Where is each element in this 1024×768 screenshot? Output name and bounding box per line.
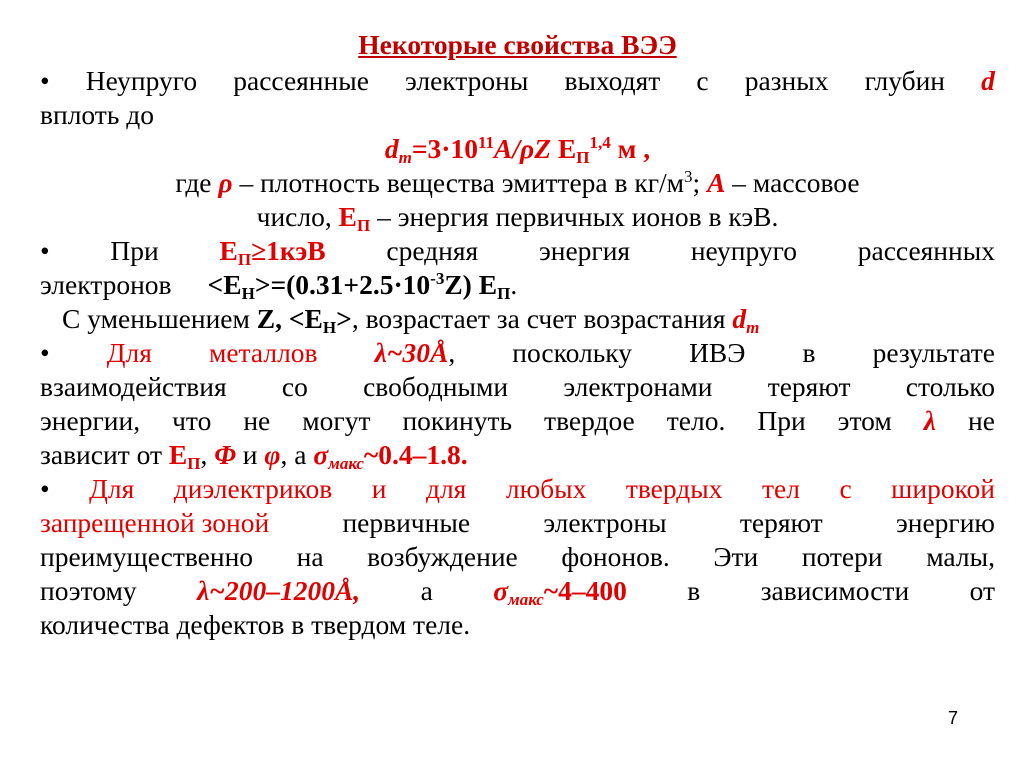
- word: выходят: [564, 65, 661, 96]
- word: При: [110, 235, 159, 266]
- word: что: [172, 405, 212, 436]
- bullet-marker: •: [40, 473, 50, 504]
- word: Для: [89, 473, 135, 504]
- where-text: где: [175, 167, 219, 198]
- A-symbol: A: [707, 167, 726, 198]
- formula-sub-P: П: [576, 148, 590, 168]
- cube-exp: 3: [684, 166, 693, 186]
- rho-symbol: ρ: [218, 167, 233, 198]
- word: электронов: [40, 269, 172, 300]
- comma: ,: [448, 337, 456, 368]
- word: электронами: [563, 371, 713, 402]
- word: свободными: [363, 371, 509, 402]
- formula-sub-m: m: [398, 148, 412, 168]
- phi-symbol: φ: [264, 439, 281, 470]
- EH-eq: >=(0.31+2.5·10: [254, 269, 431, 300]
- bullet1-line2: вплоть до: [40, 99, 154, 130]
- bullet3-line1: [40, 336, 995, 370]
- EH-Z: Z) E: [444, 269, 498, 300]
- sigma-range: ~0.4–1.8.: [363, 439, 468, 470]
- formula-unit: м ,: [610, 133, 651, 164]
- word: могут: [302, 405, 371, 436]
- bullet4-line3: [40, 540, 995, 574]
- word: взаимодействия: [40, 371, 227, 402]
- word: Для: [106, 337, 152, 368]
- exp-minus3: -3: [430, 268, 445, 288]
- word: диэлектриков: [173, 473, 333, 504]
- bullet3-line4: [40, 438, 995, 472]
- word: глубин: [864, 65, 946, 96]
- word: электроны: [405, 65, 529, 96]
- word: электроны: [543, 507, 667, 538]
- word: преимущественно: [40, 541, 254, 572]
- word: от: [969, 575, 995, 606]
- word: и: [371, 473, 387, 504]
- sub-P: П: [187, 454, 201, 474]
- bullet1-line1: [40, 64, 995, 98]
- sub-P: П: [237, 250, 252, 270]
- slide-content: [40, 28, 995, 642]
- lambda-value: λ~30Å: [374, 337, 449, 368]
- word: твердых: [625, 473, 723, 504]
- lambda-30: [375, 336, 456, 370]
- sub-maks: макс: [508, 590, 544, 610]
- bullet3-line3: [40, 404, 995, 438]
- EH-lt: <E: [207, 269, 242, 300]
- and: и: [235, 439, 265, 470]
- bullet-marker: •: [40, 65, 50, 96]
- word: Эти: [713, 541, 759, 572]
- word: теряют: [739, 507, 823, 538]
- sub-maks: макс: [328, 454, 364, 474]
- bullet2-line3: [40, 302, 995, 336]
- word: фононов.: [561, 541, 670, 572]
- Z-symbol: Z,: [256, 303, 289, 334]
- bullet4-line1: [40, 472, 995, 506]
- formula-ArhoZ: A/ρZ: [494, 133, 551, 164]
- formula-exp14: 1,4: [589, 132, 611, 152]
- word: с: [696, 65, 709, 96]
- lambda-range: λ~200–1200Å,: [197, 575, 361, 606]
- word: энергию: [895, 507, 995, 538]
- bullet2-line2: [40, 268, 995, 302]
- word: возбуждение: [367, 541, 518, 572]
- word: рассеянных: [857, 235, 995, 266]
- word: зависимости: [760, 575, 910, 606]
- sigma-symbol: σ: [493, 575, 509, 606]
- word: для: [425, 473, 467, 504]
- EH-gt: >: [336, 303, 352, 334]
- where-line1: [40, 166, 995, 200]
- bullet-marker: •: [40, 235, 50, 266]
- word: столько: [905, 371, 995, 402]
- word: Неупруго: [85, 65, 198, 96]
- bullet4-line5: количества дефектов в твердом теле.: [40, 609, 471, 640]
- sub-P: П: [356, 216, 371, 236]
- E-ge-1keV: [219, 234, 325, 268]
- word: средняя: [386, 235, 479, 266]
- sub-P: П: [497, 284, 511, 304]
- word: поэтому: [40, 575, 137, 606]
- word: первичные: [342, 507, 471, 538]
- word: этом: [837, 405, 892, 436]
- word: твердое: [544, 405, 635, 436]
- word: поскольку: [512, 337, 632, 368]
- E-symbol: E: [168, 439, 188, 470]
- word: широкой: [891, 473, 995, 504]
- text: зависит от: [40, 439, 169, 470]
- word: тело.: [666, 405, 726, 436]
- text: , а: [280, 439, 314, 470]
- word: неупруго: [690, 235, 797, 266]
- bullet3-line2: [40, 370, 995, 404]
- sigma-symbol: σ: [313, 439, 329, 470]
- formula-exp11: 11: [477, 132, 495, 152]
- sigma-range: [493, 574, 627, 608]
- word: результате: [872, 337, 995, 368]
- word: потери: [801, 541, 883, 572]
- where-text: ;: [692, 167, 708, 198]
- word: любых: [505, 473, 587, 504]
- word: ИВЭ: [689, 337, 746, 368]
- word: рассеянные: [233, 65, 369, 96]
- word: теряют: [767, 371, 851, 402]
- bullet2-line1: [40, 234, 995, 268]
- ge-1keV: ≥1кэВ: [251, 235, 326, 266]
- where-text: – массовое: [725, 167, 860, 198]
- word: При: [757, 405, 806, 436]
- page-number: 7: [948, 708, 959, 728]
- word: энергии,: [40, 405, 141, 436]
- bullet4-line2: [40, 506, 995, 540]
- formula-d: d: [384, 133, 399, 164]
- Phi-symbol: Φ: [214, 439, 236, 470]
- sub-m: m: [746, 318, 760, 338]
- sub-H: H: [322, 318, 337, 338]
- word: с: [839, 473, 852, 504]
- d-symbol: d: [732, 303, 747, 334]
- d-symbol: d: [981, 65, 995, 96]
- word: малы,: [926, 541, 995, 572]
- word: металлов: [208, 337, 318, 368]
- sigma-value: ~4–400: [543, 575, 627, 606]
- EH-formula: [207, 268, 511, 304]
- sub-H: H: [241, 284, 255, 304]
- where-text: – энергия первичных ионов в кэВ.: [370, 201, 779, 232]
- word: а: [420, 575, 433, 606]
- word: в: [802, 337, 816, 368]
- lambda-symbol: λ: [923, 405, 936, 436]
- word: разных: [744, 65, 829, 96]
- EH-lt: <E: [288, 303, 323, 334]
- where-text: число,: [256, 201, 339, 232]
- period: .: [510, 269, 518, 300]
- word: тел: [762, 473, 800, 504]
- comma: ,: [351, 303, 366, 334]
- word: со: [281, 371, 308, 402]
- word: не: [243, 405, 271, 436]
- text: возрастает за счет возрастания: [365, 303, 733, 334]
- where-line2: [40, 200, 995, 234]
- E-symbol: E: [219, 235, 238, 266]
- word: покинуть: [402, 405, 513, 436]
- word: энергия: [538, 235, 631, 266]
- word: не: [967, 405, 995, 436]
- bullet4-line4: [40, 574, 995, 608]
- word: на: [296, 541, 324, 572]
- red-phrase: запрещенной зоной: [40, 507, 270, 538]
- formula-line: [40, 132, 995, 166]
- bullet-marker: •: [40, 337, 50, 368]
- formula-eq: =3·10: [411, 133, 478, 164]
- slide-title: Некоторые свойства ВЭЭ: [358, 29, 677, 60]
- where-text: – плотность вещества эмиттера в кг/м: [232, 167, 685, 198]
- E-symbol: E: [338, 201, 357, 232]
- formula-E: E: [551, 133, 577, 164]
- word: в: [687, 575, 701, 606]
- text: С уменьшением: [62, 303, 257, 334]
- comma: ,: [200, 439, 215, 470]
